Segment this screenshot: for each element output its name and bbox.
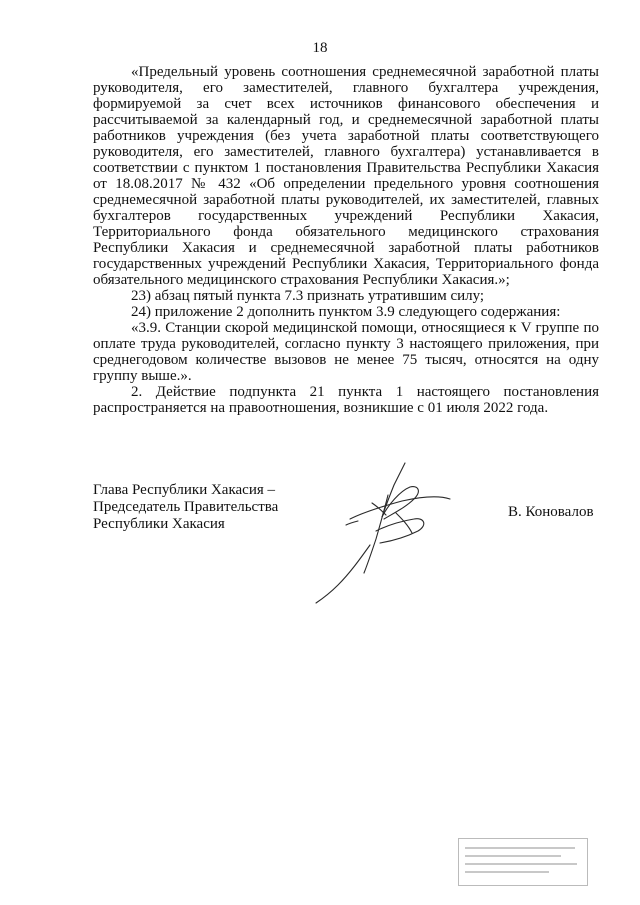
page-number: 18 [312,40,328,56]
signer-position-line: Республики Хакасия [93,516,225,532]
registration-stamp [458,838,588,886]
signer-name: В. Коновалов [508,504,594,520]
paragraph-item-24: 24) приложение 2 дополнить пунктом 3.9 следующего содержания: [131,304,561,320]
signer-position-line: Председатель Правительства [93,499,279,515]
paragraph-clause-3-9: «3.9. Станции скорой медицинской помощи, относящиеся к V группе по оплате труда руководителей, согласно пункту 3 настоящего приложения, при среднегодовом количестве вызовов не менее 75 тысяч, относятся на одну группу выше.». [93,320,599,384]
paragraph-remuneration-ratio: «Предельный уровень соотношения среднемесячной заработной платы руководителя, его заместителей, главного бухгалтера учреждения, формируемой за счет всех источников финансового обеспечения и рассчитываемой за календарный год, и среднемесячной заработной платы работников учреждения (без учета заработной платы соответствующего руководителя, его заместителей, главного бухгалтера) устанавливается в соответствии с пунктом 1 постановления Правительства Республики Хакасия от 18.08.2017 № 432 «Об определении предельного уровня соотношения среднемесячной заработной платы руководителей, их заместителей, главных бухгалтеров государственных учреждений Республики Хакасия, Территориального фонда обязательного медицинского страхования Республики Хакасия и среднемесячной заработной платы работников государственных учреждений Республики Хакасия, Территориального фонда обязательного медицинского страхования Республики Хакасия.»; [93,64,599,288]
handwritten-signature [310,455,460,605]
document-body [93,64,599,416]
paragraph-effective-date: 2. Действие подпункта 21 пункта 1 настоящего постановления распространяется на правоотношения, возникшие с 01 июля 2022 года. [93,384,599,416]
signer-position-line: Глава Республики Хакасия – [93,482,276,498]
paragraph-item-23: 23) абзац пятый пункта 7.3 признать утратившим силу; [131,288,485,304]
